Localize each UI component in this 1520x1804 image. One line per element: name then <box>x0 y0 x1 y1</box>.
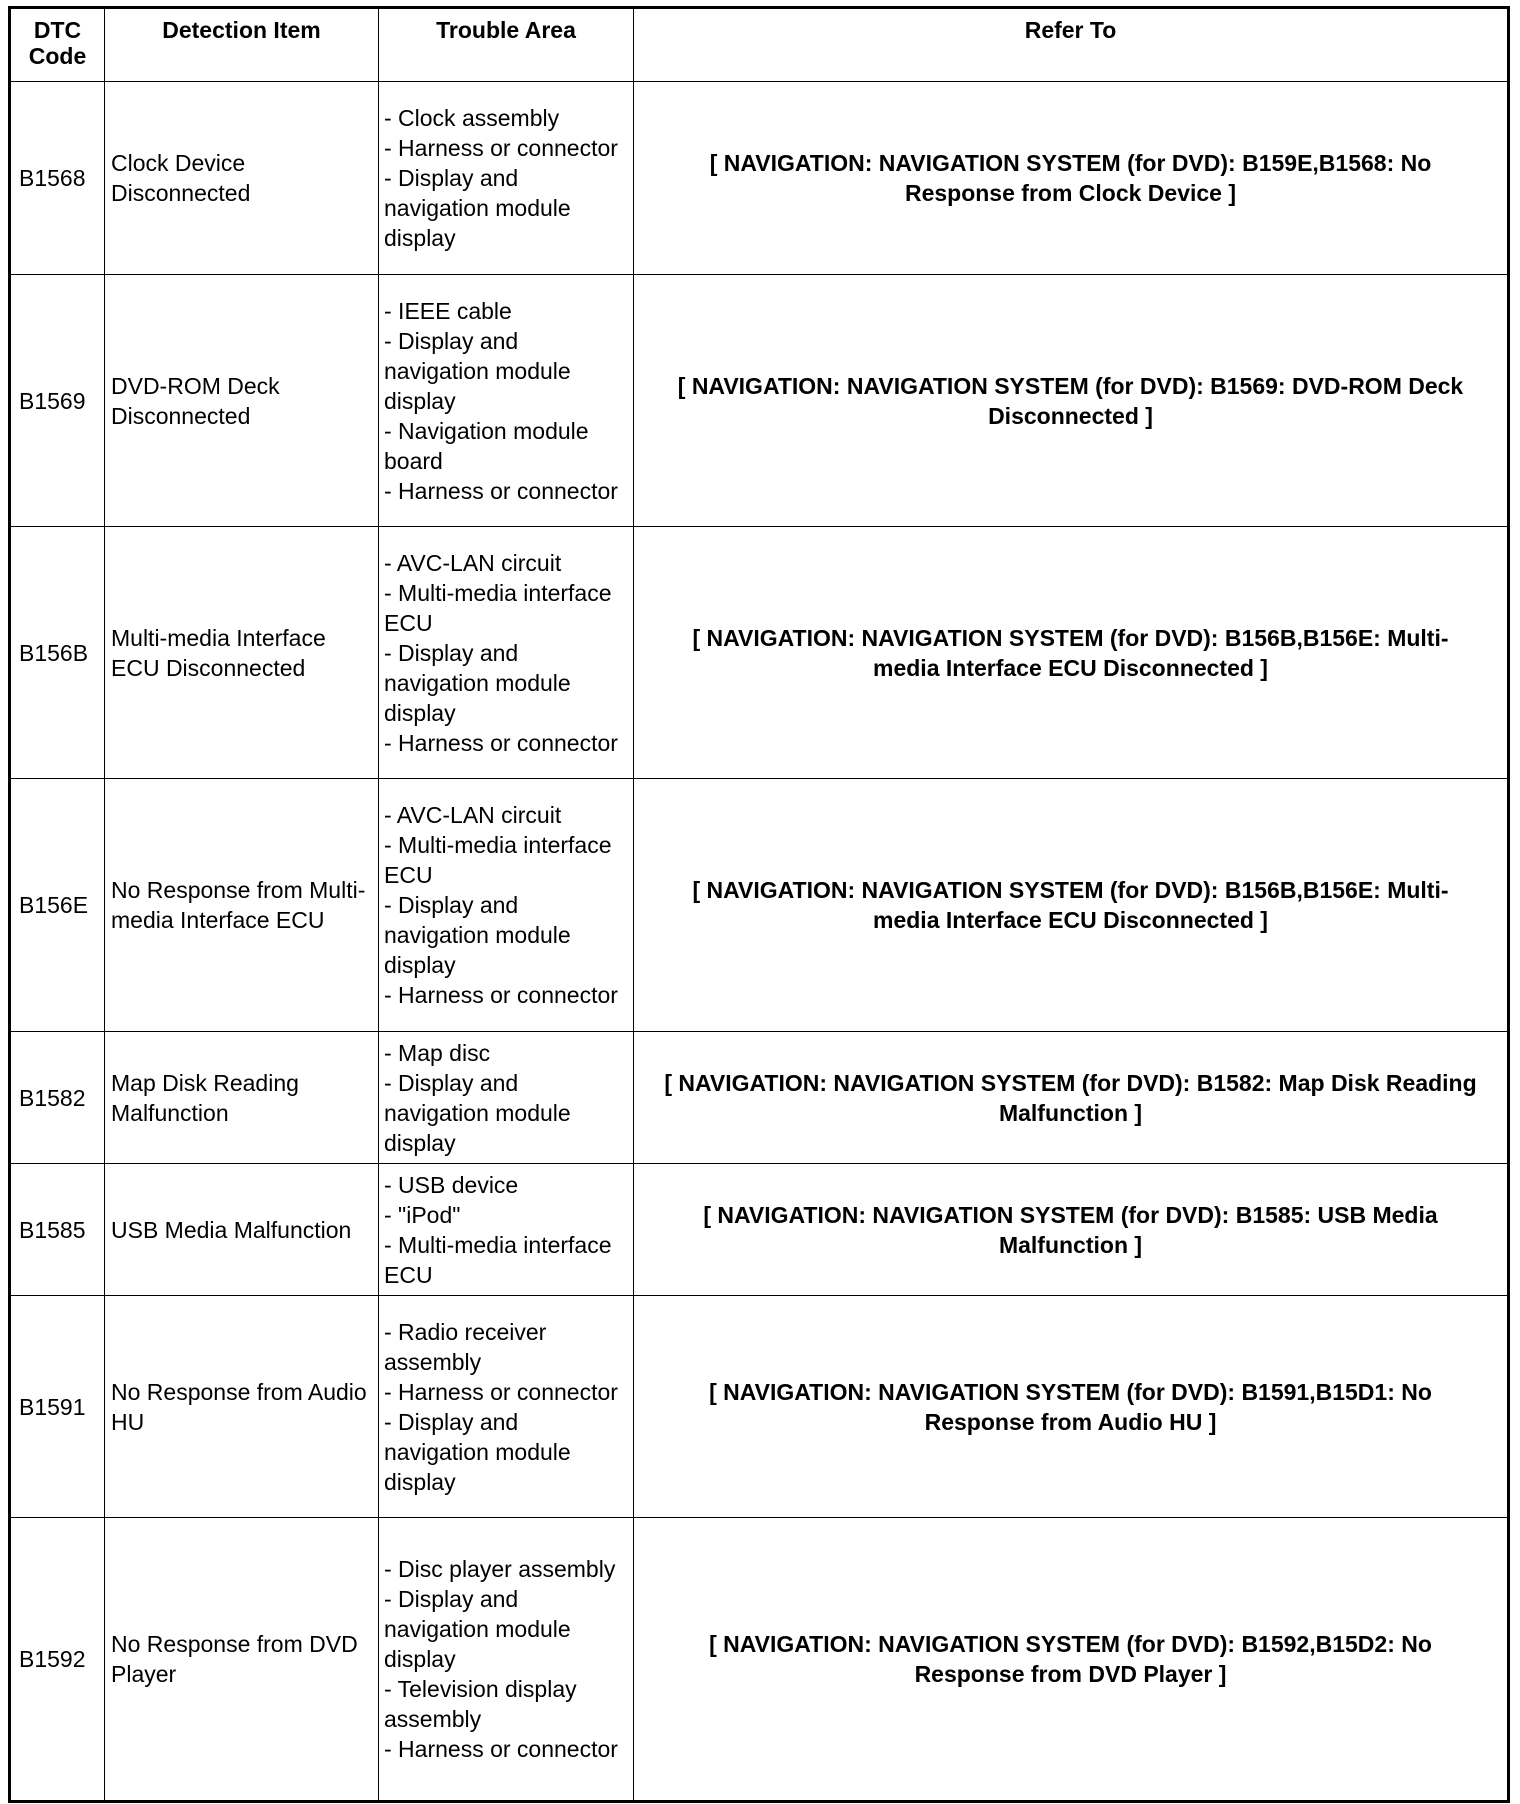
trouble-area-item: - Radio receiver assembly <box>384 1318 547 1375</box>
table-row <box>10 1296 1509 1518</box>
dtc-table <box>8 6 1510 1803</box>
trouble-area-item: - USB device <box>384 1171 519 1198</box>
dtc-code-cell: B1569 <box>10 275 105 527</box>
refer-to-link[interactable]: [ NAVIGATION: NAVIGATION SYSTEM (for DVD): B1591,B15D1: No Response from Audio HU ] <box>634 1296 1509 1518</box>
trouble-area-item: - Television display assembly <box>384 1676 577 1732</box>
refer-to-link[interactable]: [ NAVIGATION: NAVIGATION SYSTEM (for DVD): B1592,B15D2: No Response from DVD Player ] <box>634 1518 1509 1802</box>
trouble-area-item: - Display and navigation module display <box>384 165 571 251</box>
dtc-code-cell: B1591 <box>10 1296 105 1518</box>
dtc-code-cell: B1568 <box>10 82 105 275</box>
detection-item-cell: Map Disk Reading Malfunction <box>105 1032 379 1164</box>
trouble-area-cell <box>379 779 634 1032</box>
trouble-area-item: - IEEE cable <box>384 297 512 324</box>
trouble-area-cell <box>379 1164 634 1296</box>
table-header <box>10 8 1509 82</box>
header-row <box>10 8 1509 82</box>
trouble-area-item: - Navigation module board <box>384 417 589 474</box>
dtc-code-cell: B156E <box>10 779 105 1032</box>
trouble-area-item: - Multi-media interface ECU <box>384 1231 612 1288</box>
dtc-code-cell: B1585 <box>10 1164 105 1296</box>
trouble-area-cell <box>379 82 634 275</box>
trouble-area-item: - Display and navigation module display <box>384 327 571 414</box>
trouble-area-item: - Map disc <box>384 1039 491 1066</box>
refer-to-link[interactable]: [ NAVIGATION: NAVIGATION SYSTEM (for DVD): B1585: USB Media Malfunction ] <box>634 1164 1509 1296</box>
header-dtc-code: DTC Code <box>10 8 105 82</box>
refer-to-link[interactable]: [ NAVIGATION: NAVIGATION SYSTEM (for DVD): B156B,B156E: Multi-media Interface ECU Disconnected ] <box>634 527 1509 779</box>
table-row <box>10 1164 1509 1296</box>
trouble-area-item: - Display and navigation module display <box>384 1586 571 1672</box>
trouble-area-cell <box>379 1296 634 1518</box>
trouble-area-item: - Clock assembly <box>384 105 560 131</box>
trouble-area-cell <box>379 1518 634 1802</box>
trouble-area-item: - Display and navigation module display <box>384 1069 571 1156</box>
trouble-area-item: - Harness or connector <box>384 982 618 1008</box>
dtc-code-cell: B156B <box>10 527 105 779</box>
table-row <box>10 779 1509 1032</box>
trouble-area-item: - Harness or connector <box>384 1378 618 1405</box>
detection-item-cell: USB Media Malfunction <box>105 1164 379 1296</box>
refer-to-link[interactable]: [ NAVIGATION: NAVIGATION SYSTEM (for DVD): B1569: DVD-ROM Deck Disconnected ] <box>634 275 1509 527</box>
trouble-area-item: - Disc player assembly <box>384 1556 616 1582</box>
trouble-area-item: - Harness or connector <box>384 135 618 161</box>
header-refer-to: Refer To <box>634 8 1509 82</box>
detection-item-cell: No Response from DVD Player <box>105 1518 379 1802</box>
dtc-code-cell: B1582 <box>10 1032 105 1164</box>
trouble-area-item: - Display and navigation module display <box>384 892 571 978</box>
trouble-area-item: - Harness or connector <box>384 729 618 756</box>
detection-item-cell: Multi-media Interface ECU Disconnected <box>105 527 379 779</box>
header-detection-item: Detection Item <box>105 8 379 82</box>
trouble-area-item: - Multi-media interface ECU <box>384 832 612 888</box>
refer-to-link[interactable]: [ NAVIGATION: NAVIGATION SYSTEM (for DVD): B156B,B156E: Multi-media Interface ECU Disconnected ] <box>634 779 1509 1032</box>
trouble-area-item: - "iPod" <box>384 1201 461 1228</box>
trouble-area-item: - Display and navigation module display <box>384 1408 571 1495</box>
table-body <box>10 82 1509 1802</box>
table-row <box>10 82 1509 275</box>
trouble-area-item: - Harness or connector <box>384 477 618 504</box>
trouble-area-cell <box>379 1032 634 1164</box>
dtc-code-cell: B1592 <box>10 1518 105 1802</box>
detection-item-cell: No Response from Audio HU <box>105 1296 379 1518</box>
detection-item-cell: DVD-ROM Deck Disconnected <box>105 275 379 527</box>
header-trouble-area: Trouble Area <box>379 8 634 82</box>
refer-to-link[interactable]: [ NAVIGATION: NAVIGATION SYSTEM (for DVD): B159E,B1568: No Response from Clock Device ] <box>634 82 1509 275</box>
detection-item-cell: No Response from Multi-media Interface ECU <box>105 779 379 1032</box>
refer-to-link[interactable]: [ NAVIGATION: NAVIGATION SYSTEM (for DVD): B1582: Map Disk Reading Malfunction ] <box>634 1032 1509 1164</box>
trouble-area-item: - AVC-LAN circuit <box>384 549 562 576</box>
trouble-area-item: - AVC-LAN circuit <box>384 802 562 828</box>
table-row <box>10 1032 1509 1164</box>
table-row <box>10 1518 1509 1802</box>
trouble-area-cell <box>379 527 634 779</box>
detection-item-cell: Clock Device Disconnected <box>105 82 379 275</box>
trouble-area-item: - Multi-media interface ECU <box>384 579 612 636</box>
trouble-area-item: - Harness or connector <box>384 1736 618 1762</box>
table-row <box>10 527 1509 779</box>
trouble-area-item: - Display and navigation module display <box>384 639 571 726</box>
table-row <box>10 275 1509 527</box>
trouble-area-cell <box>379 275 634 527</box>
